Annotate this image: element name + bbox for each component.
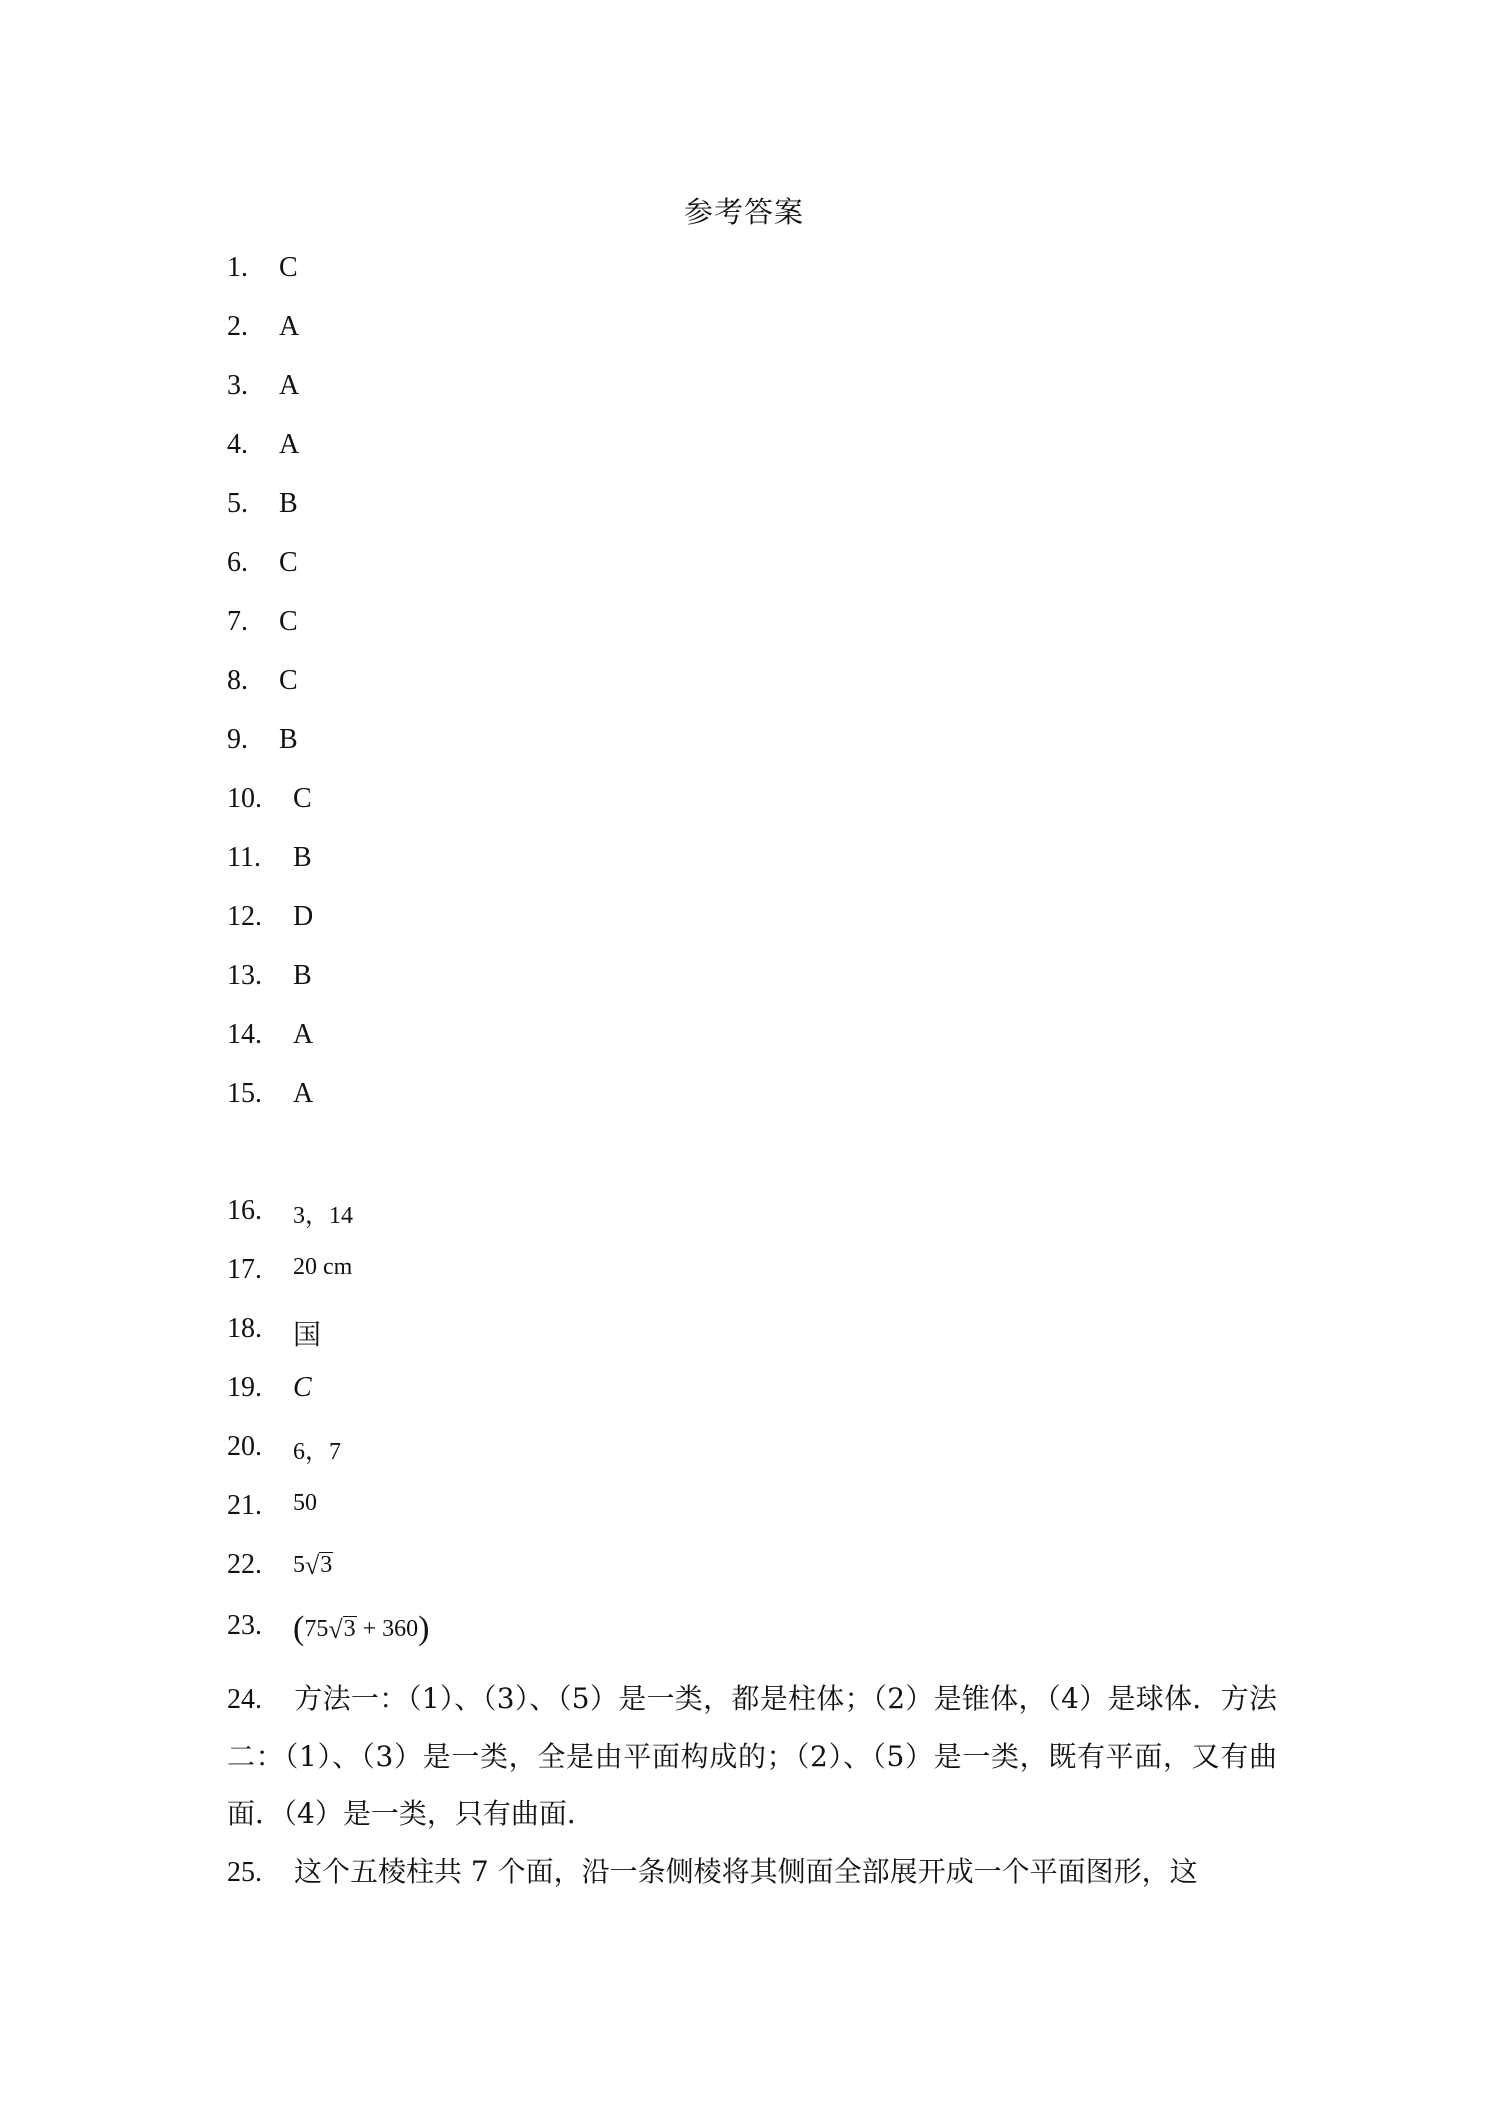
answer-value: 国 (293, 1318, 322, 1351)
answer-value: A (293, 1019, 314, 1050)
answer-value: C (279, 665, 298, 696)
question-number: 18. (227, 1313, 262, 1344)
close-paren: ) (418, 1610, 430, 1647)
answer-value: A (279, 311, 300, 342)
answer-value (293, 1610, 429, 1648)
answer-value: C (293, 783, 312, 814)
question-number: 21. (227, 1490, 262, 1521)
question-number: 19. (227, 1372, 262, 1403)
answer-value: B (279, 724, 298, 755)
question-number: 10. (227, 783, 262, 814)
question-number: 15. (227, 1078, 262, 1109)
answer-text: 这个五棱柱共 7 个面，沿一条侧棱将其侧面全部展开成一个平面图形，这 (294, 1855, 1198, 1888)
radical-sign-icon: √ (305, 1551, 320, 1580)
question-number: 20. (227, 1431, 262, 1462)
question-number: 14. (227, 1019, 262, 1050)
question-number: 12. (227, 901, 262, 932)
answer-paragraph-24 (227, 1670, 1277, 1842)
answer-value: 6，7 (293, 1439, 341, 1465)
answer-value: C (279, 252, 298, 283)
radicand: 3 (320, 1552, 333, 1578)
expression-rest: + 360 (362, 1616, 419, 1642)
question-number: 24. (227, 1684, 262, 1715)
question-number: 9. (227, 724, 248, 755)
coefficient: 75 (304, 1616, 329, 1642)
answer-value: A (279, 370, 300, 401)
question-number: 23. (227, 1610, 262, 1641)
answer-value: D (293, 901, 314, 932)
answer-paragraph-25 (227, 1843, 1277, 1901)
question-number: 11. (227, 842, 261, 873)
question-number: 7. (227, 606, 248, 637)
radical-sign-icon: √ (328, 1615, 343, 1644)
question-number: 16. (227, 1195, 262, 1226)
answer-text: 方法一：（1）、（3）、（5）是一类，都是柱体；（2）是锥体，（4）是球体．方法二：（1）、（3）是一类，全是由平面构成的；（2）、（5）是一类，既有平面，又有曲面．（4）是一类，只有曲面． (227, 1682, 1277, 1830)
answer-value (293, 1549, 333, 1579)
answer-value: 20 cm (293, 1254, 353, 1280)
square-root (305, 1549, 333, 1579)
question-number: 1. (227, 252, 248, 283)
square-root (328, 1613, 356, 1643)
answer-value: 3，14 (293, 1203, 353, 1229)
answer-value: C (279, 606, 298, 637)
answer-value: A (293, 1078, 314, 1109)
question-number: 5. (227, 488, 248, 519)
answer-value: C (293, 1372, 312, 1403)
question-number: 13. (227, 960, 262, 991)
answer-value: C (279, 547, 298, 578)
answer-value: B (293, 960, 312, 991)
page-title: 参考答案 (683, 195, 804, 229)
radicand: 3 (343, 1616, 356, 1642)
question-number: 17. (227, 1254, 262, 1285)
answer-value: B (293, 842, 312, 873)
question-number: 4. (227, 429, 248, 460)
question-number: 6. (227, 547, 248, 578)
answer-value: A (279, 429, 300, 460)
open-paren: ( (293, 1610, 305, 1647)
answer-value: 50 (293, 1490, 317, 1516)
question-number: 2. (227, 311, 248, 342)
question-number: 8. (227, 665, 248, 696)
question-number: 25. (227, 1857, 262, 1888)
answer-value: B (279, 488, 298, 519)
coefficient: 5 (293, 1552, 305, 1578)
question-number: 22. (227, 1549, 262, 1580)
question-number: 3. (227, 370, 248, 401)
